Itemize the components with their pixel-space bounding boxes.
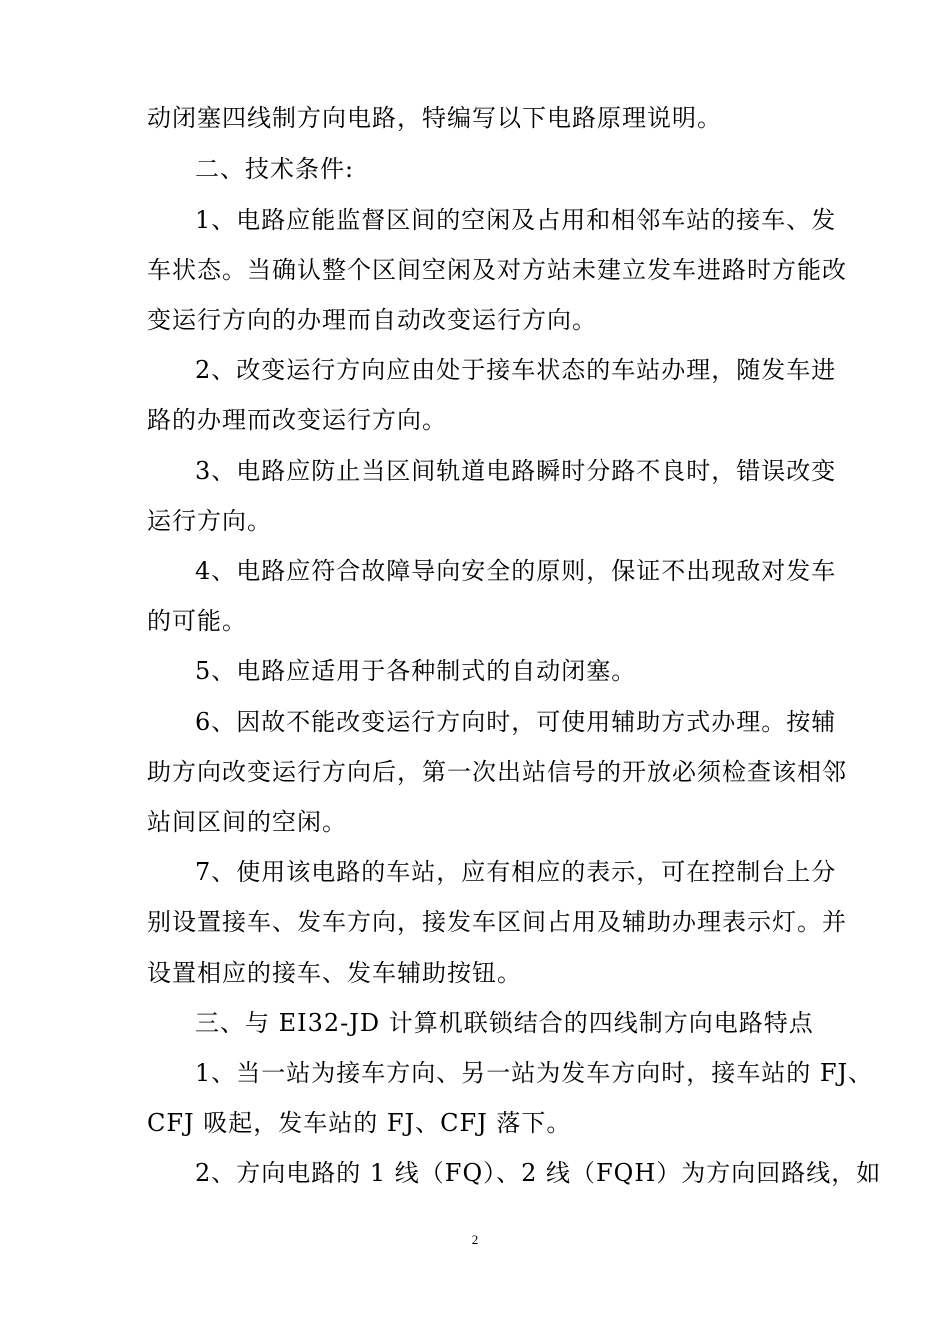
text-line: 路的办理而改变运行方向。 — [147, 406, 447, 434]
text-line: 车状态。当确认整个区间空闲及对方站未建立发车进路时方能改 — [147, 256, 847, 284]
text-line: 7、使用该电路的车站，应有相应的表示，可在控制台上分 — [195, 858, 837, 886]
text-line: 站间区间的空闲。 — [147, 808, 347, 836]
text-line: 3、电路应防止当区间轨道电路瞬时分路不良时，错误改变 — [195, 457, 837, 485]
text-line: 助方向改变运行方向后，第一次出站信号的开放必须检查该相邻 — [147, 758, 847, 786]
text-line: 6、因故不能改变运行方向时，可使用辅助方式办理。按辅 — [195, 708, 837, 736]
text-line: 动闭塞四线制方向电路，特编写以下电路原理说明。 — [147, 104, 722, 132]
text-line: 运行方向。 — [147, 507, 272, 535]
text-line: 4、电路应符合故障导向安全的原则，保证不出现敌对发车 — [195, 557, 837, 585]
page-number: 2 — [471, 1232, 479, 1247]
text-line: 1、电路应能监督区间的空闲及占用和相邻车站的接车、发 — [195, 206, 837, 234]
text-line: 1、当一站为接车方向、另一站为发车方向时，接车站的 FJ、 — [195, 1059, 874, 1087]
text-line: 2、改变运行方向应由处于接车状态的车站办理，随发车进 — [195, 356, 837, 384]
text-line: 设置相应的接车、发车辅助按钮。 — [147, 959, 522, 987]
text-line: 的可能。 — [147, 607, 247, 635]
section-heading: 三、与 EI32-JD 计算机联锁结合的四线制方向电路特点 — [195, 1009, 814, 1037]
text-line: 变运行方向的办理而自动改变运行方向。 — [147, 306, 597, 334]
text-line: 别设置接车、发车方向，接发车区间占用及辅助办理表示灯。并 — [147, 908, 847, 936]
text-line: 5、电路应适用于各种制式的自动闭塞。 — [195, 657, 637, 685]
section-heading: 二、技术条件: — [195, 155, 355, 183]
text-line: CFJ 吸起，发车站的 FJ、CFJ 落下。 — [147, 1109, 572, 1137]
text-line: 2、方向电路的 1 线（FQ）、2 线（FQH）为方向回路线，如 — [195, 1159, 882, 1187]
